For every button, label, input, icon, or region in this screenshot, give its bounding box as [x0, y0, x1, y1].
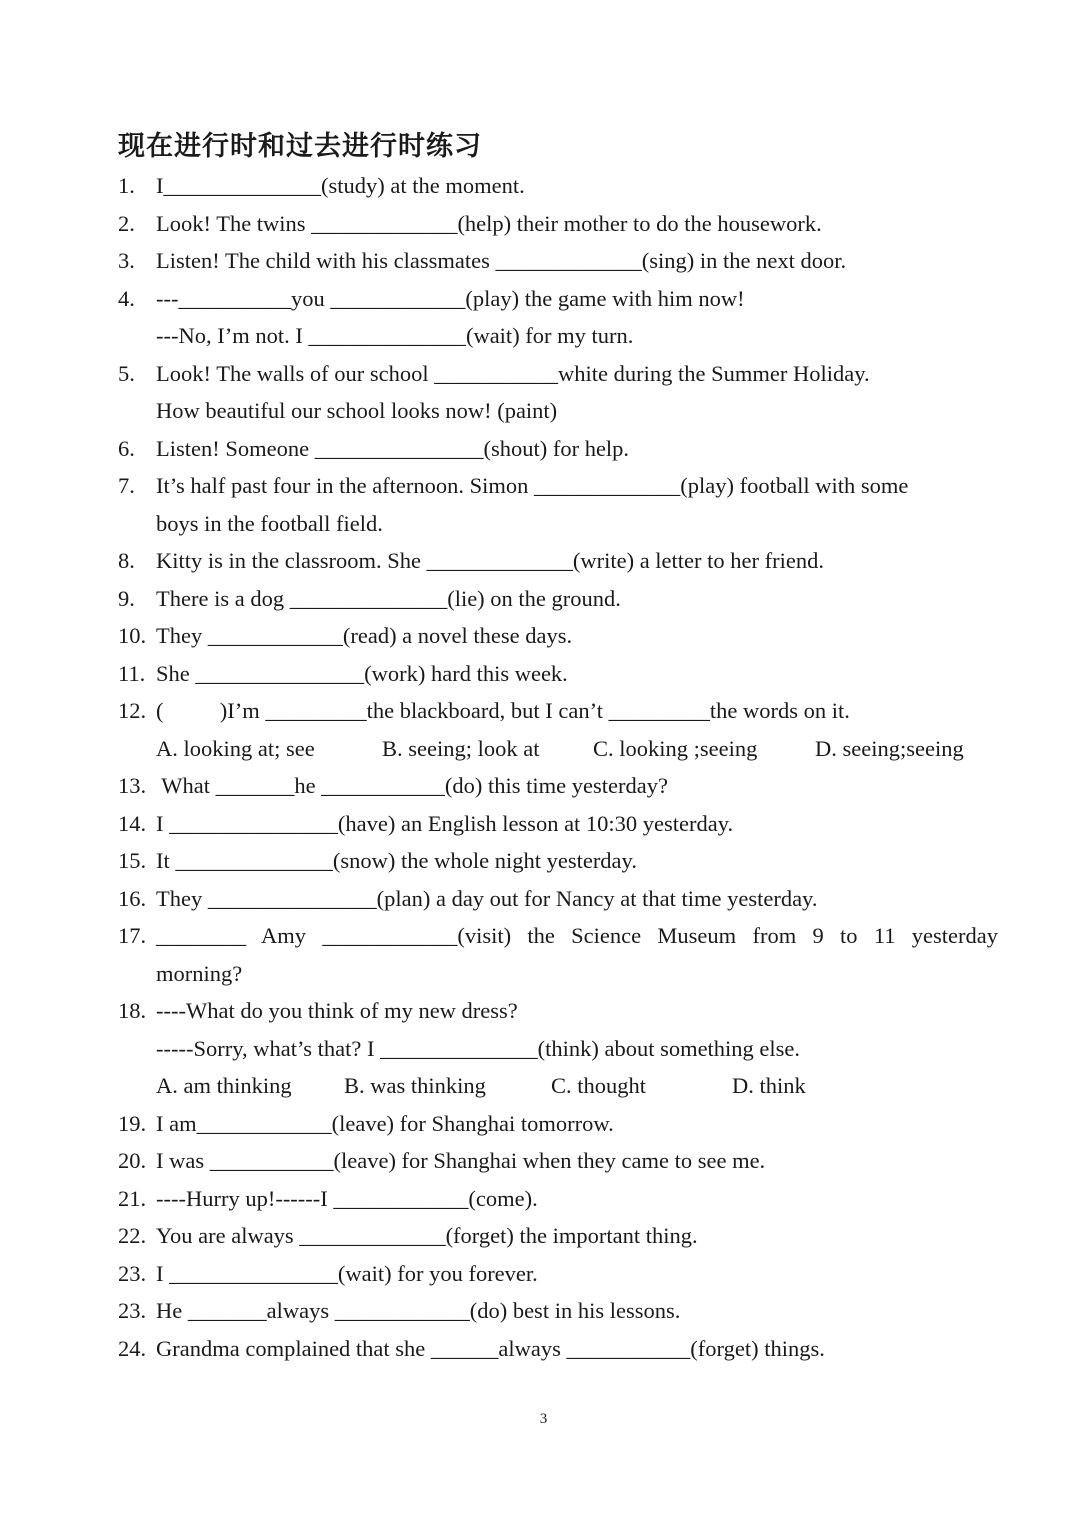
exercise-number: 3. — [118, 248, 135, 273]
answer-option: A. am thinking — [156, 1073, 292, 1098]
exercise-line — [118, 767, 1003, 805]
exercise-text: It ______________(snow) the whole night yesterday. — [156, 848, 637, 873]
exercise-text: He _______always ____________(do) best in his lessons. — [156, 1298, 681, 1323]
exercise-line — [118, 355, 1003, 393]
exercise-number: 23. — [118, 1260, 147, 1286]
exercise-number: 8. — [118, 548, 135, 573]
exercise-line — [118, 880, 1003, 918]
exercise-text: They _______________(plan) a day out for Nancy at that time yesterday. — [156, 885, 818, 911]
exercise-text: It’s half past four in the afternoon. Simon _____________(play) football with some — [156, 473, 909, 498]
exercise-number: 12. — [118, 698, 147, 723]
exercise-text: ________ Amy ____________(visit) the Science Museum from 9 to 11 yesterday — [156, 923, 998, 948]
exercise-number: 9. — [118, 585, 135, 611]
exercise-line — [118, 992, 1003, 1030]
exercise-line — [118, 430, 1003, 468]
answer-option: D. think — [732, 1073, 806, 1098]
exercise-text: They ____________(read) a novel these days. — [156, 623, 573, 648]
exercise-number: 16. — [118, 885, 147, 911]
exercise-line — [118, 1067, 1003, 1105]
exercise-text: ---No, I’m not. I ______________(wait) for my turn. — [156, 323, 634, 348]
exercise-number: 2. — [118, 210, 135, 236]
exercise-line — [118, 617, 1003, 655]
exercise-text: boys in the football field. — [156, 510, 383, 536]
exercise-number: 10. — [118, 623, 147, 648]
exercise-text: I _______________(have) an English lesson at 10:30 yesterday. — [156, 810, 734, 836]
exercise-number: 13. — [118, 773, 147, 798]
exercise-text: What _______he ___________(do) this time yesterday? — [156, 773, 668, 798]
exercise-line — [118, 1180, 1003, 1218]
answer-option: B. was thinking — [344, 1073, 486, 1098]
exercise-number: 15. — [118, 848, 147, 873]
exercise-line — [118, 805, 1003, 843]
exercise-text: There is a dog ______________(lie) on the ground. — [156, 585, 621, 611]
exercise-text: How beautiful our school looks now! (paint) — [156, 398, 558, 423]
exercise-number: 6. — [118, 435, 135, 461]
exercise-number: 18. — [118, 998, 147, 1023]
exercise-number: 11. — [118, 660, 146, 686]
exercise-line — [118, 505, 1003, 543]
answer-option: B. seeing; look at — [382, 735, 540, 761]
exercise-line — [118, 730, 1003, 768]
exercise-text: I _______________(wait) for you forever. — [156, 1260, 538, 1286]
exercise-text: You are always _____________(forget) the important thing. — [156, 1223, 698, 1248]
exercise-line — [118, 842, 1003, 880]
exercise-text: Listen! The child with his classmates _____________(sing) in the next door. — [156, 248, 847, 273]
exercise-text: ----Hurry up!------I ____________(come). — [156, 1185, 538, 1211]
answer-option: C. looking ;seeing — [593, 735, 758, 761]
exercise-line — [118, 1142, 1003, 1180]
exercise-line — [118, 1105, 1003, 1143]
exercise-number: 1. — [118, 173, 135, 198]
exercise-text: She _______________(work) hard this week. — [156, 660, 568, 686]
exercise-text: ----What do you think of my new dress? — [156, 998, 518, 1023]
exercise-list — [118, 167, 1003, 1367]
exercise-line — [118, 1330, 1003, 1368]
exercise-line — [118, 1292, 1003, 1330]
answer-option: A. looking at; see — [156, 735, 315, 761]
exercise-number: 17. — [118, 923, 147, 948]
exercise-text: I am____________(leave) for Shanghai tomorrow. — [156, 1110, 614, 1136]
exercise-line — [118, 580, 1003, 618]
exercise-number: 19. — [118, 1110, 147, 1136]
exercise-line — [118, 467, 1003, 505]
exercise-line — [118, 1030, 1003, 1068]
exercise-number: 21. — [118, 1185, 147, 1211]
exercise-number: 24. — [118, 1335, 147, 1361]
exercise-text: Look! The walls of our school ___________white during the Summer Holiday. — [156, 360, 870, 386]
exercise-number: 20. — [118, 1148, 147, 1173]
exercise-text: Grandma complained that she ______always ___________(forget) things. — [156, 1335, 825, 1361]
exercise-text: Kitty is in the classroom. She _____________(write) a letter to her friend. — [156, 548, 824, 573]
exercise-line — [118, 280, 1003, 318]
exercise-text: I______________(study) at the moment. — [156, 173, 525, 198]
exercise-line — [118, 392, 1003, 430]
exercise-line — [118, 692, 1003, 730]
exercise-line — [118, 1255, 1003, 1293]
exercise-text: Listen! Someone _______________(shout) for help. — [156, 435, 630, 461]
page-number: 3 — [539, 1411, 548, 1427]
exercise-line — [118, 317, 1003, 355]
exercise-number: 5. — [118, 360, 135, 386]
exercise-line — [118, 655, 1003, 693]
exercise-text: I was ___________(leave) for Shanghai when they came to see me. — [156, 1148, 766, 1173]
exercise-text: ---__________you ____________(play) the game with him now! — [156, 285, 745, 311]
exercise-line — [118, 542, 1003, 580]
exercise-line — [118, 205, 1003, 243]
exercise-line — [118, 955, 1003, 993]
answer-option: C. thought — [551, 1073, 647, 1098]
exercise-text: -----Sorry, what’s that? I ______________(think) about something else. — [156, 1035, 801, 1061]
exercise-text: morning? — [156, 960, 243, 986]
exercise-number: 22. — [118, 1223, 147, 1248]
exercise-line — [118, 167, 1003, 205]
exercise-text: Look! The twins _____________(help) their mother to do the housework. — [156, 210, 822, 236]
exercise-number: 23. — [118, 1298, 147, 1323]
exercise-text: ( )I’m _________the blackboard, but I can’t _________the words on it. — [156, 698, 850, 723]
exercise-number: 7. — [118, 473, 135, 498]
exercise-line — [118, 242, 1003, 280]
exercise-line — [118, 917, 1003, 955]
exercise-number: 14. — [118, 810, 147, 836]
page-title: 现在进行时和过去进行时练习 — [118, 131, 482, 162]
exercise-number: 4. — [118, 285, 135, 311]
exercise-line — [118, 1217, 1003, 1255]
answer-option: D. seeing;seeing — [815, 735, 964, 761]
